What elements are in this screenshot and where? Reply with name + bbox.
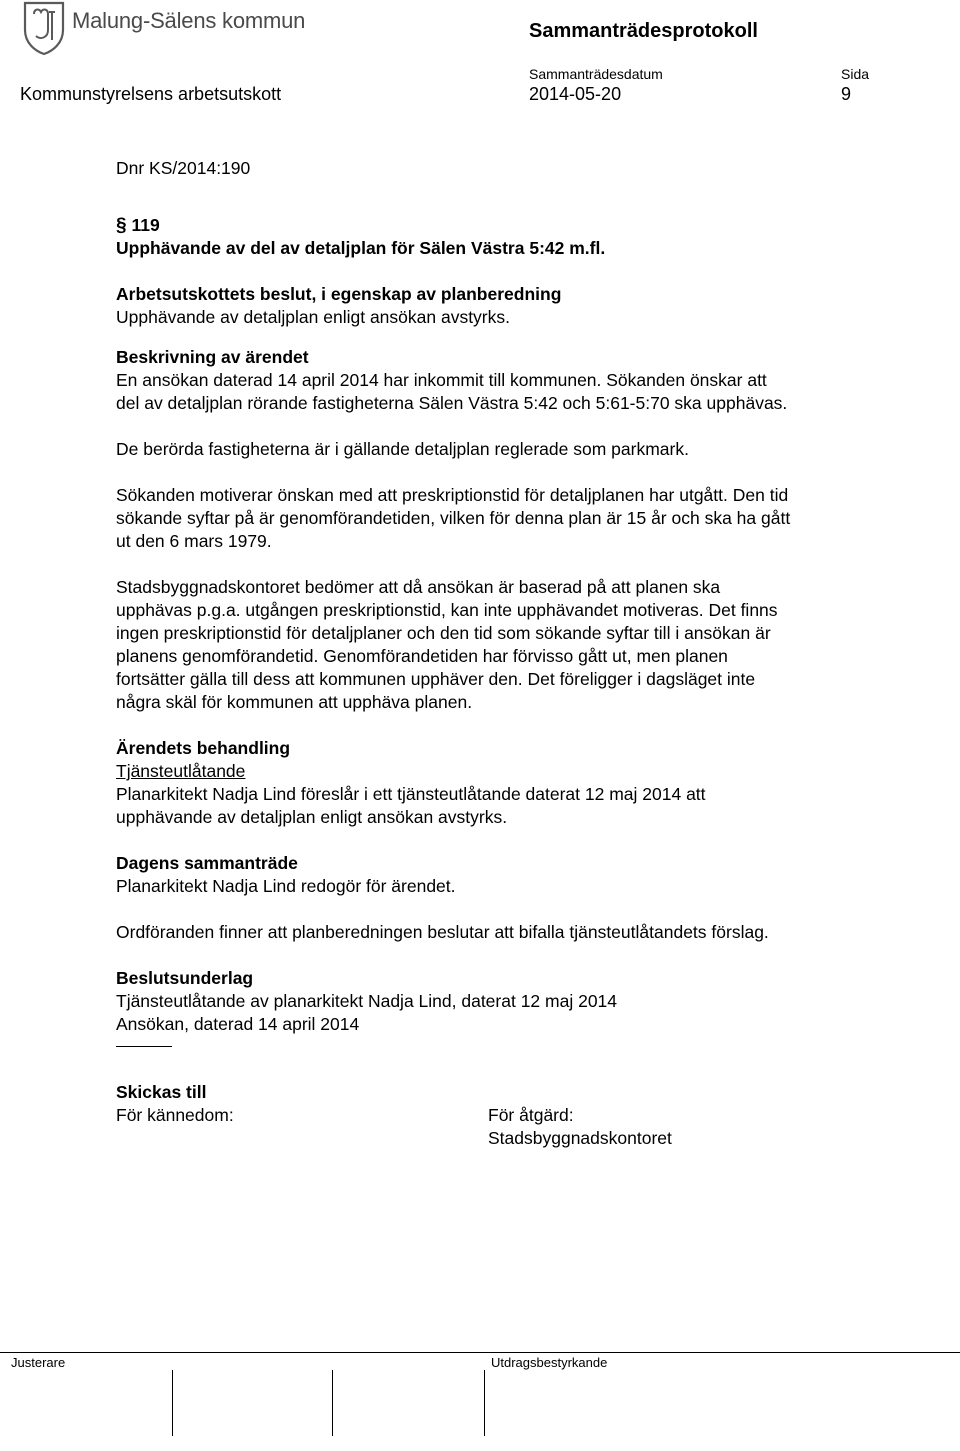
tjansteutlatande-line: upphävande av detaljplan enligt ansökan avstyrks.	[116, 807, 508, 827]
paragraph-line: några skäl för kommunen att upphäva planen.	[116, 692, 473, 712]
dagens-text: Planarkitekt Nadja Lind redogör för ärendet.	[116, 876, 456, 896]
date-label: Sammanträdesdatum	[529, 66, 663, 82]
paragraph-line: ingen preskriptionstid för detaljplaner och den tid som sökande syftar till i ansökan är	[116, 623, 771, 643]
document-type: Sammanträdesprotokoll	[529, 20, 758, 42]
case-number: Dnr KS/2014:190	[116, 158, 251, 178]
underlag-heading: Beslutsunderlag	[116, 968, 254, 988]
signature-box-divider	[172, 1370, 173, 1436]
description-line: En ansökan daterad 14 april 2014 har inkommit till kommunen. Sökanden önskar att	[116, 370, 767, 390]
signature-box-divider	[332, 1370, 333, 1436]
section-title: Upphävande av del av detaljplan för Sälen Västra 5:42 m.fl.	[116, 238, 606, 258]
distribution-row	[116, 1104, 916, 1150]
logo-text: Malung-Sälens kommun	[72, 8, 306, 33]
description-line: del av detaljplan rörande fastigheterna Sälen Västra 5:42 och 5:61-5:70 ska upphävas.	[116, 393, 788, 413]
decision-text: Upphävande av detaljplan enligt ansökan avstyrks.	[116, 307, 510, 327]
meeting-date: 2014-05-20	[529, 84, 622, 104]
atgard-label: För åtgärd:	[488, 1105, 574, 1125]
paragraph-line: upphävas p.g.a. utgången preskriptionstid, kan inte upphävandet motiveras. Det finns	[116, 600, 778, 620]
atgard-recipient: Stadsbyggnadskontoret	[488, 1128, 672, 1148]
dagens-heading: Dagens sammanträde	[116, 853, 298, 873]
justerare-label: Justerare	[11, 1355, 66, 1370]
decision-heading: Arbetsutskottets beslut, i egenskap av planberedning	[116, 284, 562, 304]
signature-box-divider	[484, 1370, 485, 1436]
paragraph-line: planens genomförandetid. Genomförandetiden har förvisso gått ut, men planen	[116, 646, 728, 666]
paragraph-line: fortsätter gälla till dess att kommunen upphäver den. Det föreligger i dagsläget inte	[116, 669, 756, 689]
handling-heading: Ärendets behandling	[116, 738, 291, 758]
footer-divider	[0, 1352, 960, 1353]
paragraph-line: Sökanden motiverar önskan med att preskriptionstid för detaljplanen har utgått. Den tid	[116, 485, 789, 505]
page-number: 9	[841, 84, 852, 104]
underlag-item: Tjänsteutlåtande av planarkitekt Nadja Lind, daterat 12 maj 2014	[116, 991, 618, 1011]
skickas-heading: Skickas till	[116, 1082, 207, 1102]
body-name: Kommunstyrelsens arbetsutskott	[20, 84, 282, 104]
paragraph-parkmark: De berörda fastigheterna är i gällande detaljplan reglerade som parkmark.	[116, 439, 689, 459]
coat-of-arms-icon	[22, 0, 66, 56]
ordforanden-text: Ordföranden finner att planberedningen beslutar att bifalla tjänsteutlåtandets förslag.	[116, 922, 769, 942]
paragraph-line: Stadsbyggnadskontoret bedömer att då ansökan är baserad på att planen ska	[116, 577, 721, 597]
section-symbol: §	[116, 215, 127, 236]
paragraph-line: ut den 6 mars 1979.	[116, 531, 272, 551]
kannedom-label: För kännedom:	[116, 1105, 234, 1125]
tjansteutlatande-heading: Tjänsteutlåtande	[116, 761, 246, 781]
tjansteutlatande-line: Planarkitekt Nadja Lind föreslår i ett tjänsteutlåtande daterat 12 maj 2014 att	[116, 784, 706, 804]
underlag-item: Ansökan, daterad 14 april 2014	[116, 1014, 360, 1034]
paragraph-line: sökande syftar på är genomförandetiden, vilken för denna plan är 15 år och ska ha gått	[116, 508, 791, 528]
protocol-body	[116, 157, 916, 1150]
description-heading: Beskrivning av ärendet	[116, 347, 309, 367]
section-number: 119	[131, 215, 160, 235]
section-heading	[116, 214, 916, 237]
page-label: Sida	[841, 66, 870, 82]
utdrag-label: Utdragsbestyrkande	[491, 1355, 608, 1370]
